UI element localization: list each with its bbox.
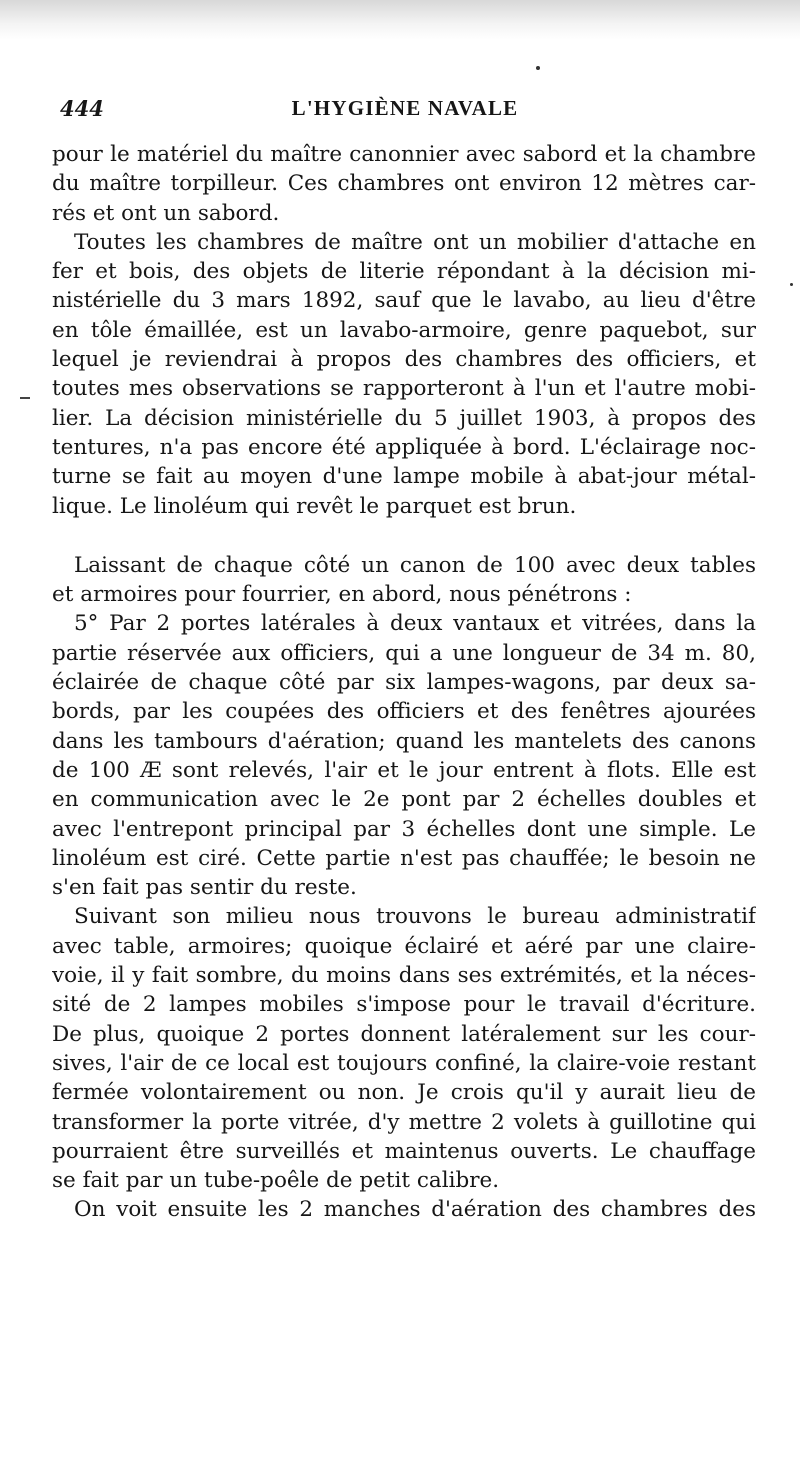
text-line: de 100 Æ sont relevés, l'air et le jour entrent à flots. Elle est (52, 757, 756, 783)
text-line: avec table, armoires; quoique éclairé et aéré par une claire- (52, 933, 756, 959)
section-gap (52, 521, 756, 551)
text-line: sité de 2 lampes mobiles s'impose pour le travail d'écriture. (52, 992, 756, 1018)
text-line: linoléum est ciré. Cette partie n'est pas chauffée; le besoin ne (52, 845, 756, 871)
text-line: fer et bois, des objets de literie répondant à la décision mi- (52, 259, 756, 285)
scan-shadow (0, 0, 800, 40)
text-line: De plus, quoique 2 portes donnent latéralement sur les cour- (52, 1021, 756, 1047)
text-line: lier. La décision ministérielle du 5 juillet 1903, à propos des (52, 405, 756, 431)
ink-speck (790, 283, 793, 286)
text-line: Suivant son milieu nous trouvons le bureau administratif (74, 904, 756, 930)
text-line: sives, l'air de ce local est toujours confiné, la claire-voie restant (52, 1050, 756, 1076)
text-line: toutes mes observations se rapporteront à l'un et l'autre mobi- (52, 376, 756, 402)
body-text (52, 140, 756, 1225)
text-line: On voit ensuite les 2 manches d'aération des chambres des (74, 1197, 756, 1223)
margin-mark (20, 397, 30, 399)
text-line: en communication avec le 2e pont par 2 échelles doubles et (52, 787, 756, 813)
text-line: dans les tambours d'aération; quand les mantelets des canons (52, 728, 756, 754)
text-line: avec l'entrepont principal par 3 échelles dont une simple. Le (52, 816, 756, 842)
text-line: Laissant de chaque côté un canon de 100 avec deux tables (74, 552, 756, 578)
text-line: s'en fait pas sentir du reste. (52, 875, 357, 901)
text-line: et armoires pour fourrier, en abord, nous pénétrons : (52, 582, 632, 608)
page-number: 444 (60, 96, 104, 121)
text-line: bords, par les coupées des officiers et des fenêtres ajourées (52, 699, 756, 725)
text-line: nistérielle du 3 mars 1892, sauf que le lavabo, au lieu d'être (52, 288, 756, 314)
text-line: pour le matériel du maître canonnier avec sabord et la chambre (52, 142, 756, 167)
text-line: se fait par un tube-poêle de petit calibre. (52, 1168, 500, 1194)
text-line: transformer la porte vitrée, d'y mettre 2 volets à guillotine qui (52, 1109, 756, 1135)
text-line: lique. Le linoléum qui revêt le parquet est brun. (52, 493, 577, 519)
text-line: rés et ont un sabord. (52, 200, 280, 226)
page-header (60, 96, 750, 126)
ink-speck (536, 66, 540, 70)
text-line: pourraient être surveillés et maintenus ouverts. Le chauffage (52, 1138, 756, 1164)
text-line: en tôle émaillée, est un lavabo-armoire, genre paquebot, sur (52, 317, 756, 343)
text-line: fermée volontairement ou non. Je crois qu'il y aurait lieu de (52, 1080, 756, 1106)
running-title: L'HYGIÈNE NAVALE (291, 96, 519, 120)
text-line: tentures, n'a pas encore été appliquée à bord. L'éclairage noc- (52, 434, 756, 460)
text-line: partie réservée aux officiers, qui a une longueur de 34 m. 80, (52, 640, 756, 666)
text-line: Toutes les chambres de maître ont un mobilier d'attache en (74, 229, 756, 255)
text-line: turne se fait au moyen d'une lampe mobile à abat-jour métal- (52, 464, 756, 490)
text-line: 5° Par 2 portes latérales à deux vantaux et vitrées, dans la (74, 611, 756, 637)
text-line: voie, il y fait sombre, du moins dans ses extrémités, et la néces- (52, 963, 756, 989)
text-line: éclairée de chaque côté par six lampes-wagons, par deux sa- (52, 670, 756, 696)
text-line: lequel je reviendrai à propos des chambres des officiers, et (52, 347, 756, 373)
text-line: du maître torpilleur. Ces chambres ont environ 12 mètres car- (52, 171, 756, 197)
